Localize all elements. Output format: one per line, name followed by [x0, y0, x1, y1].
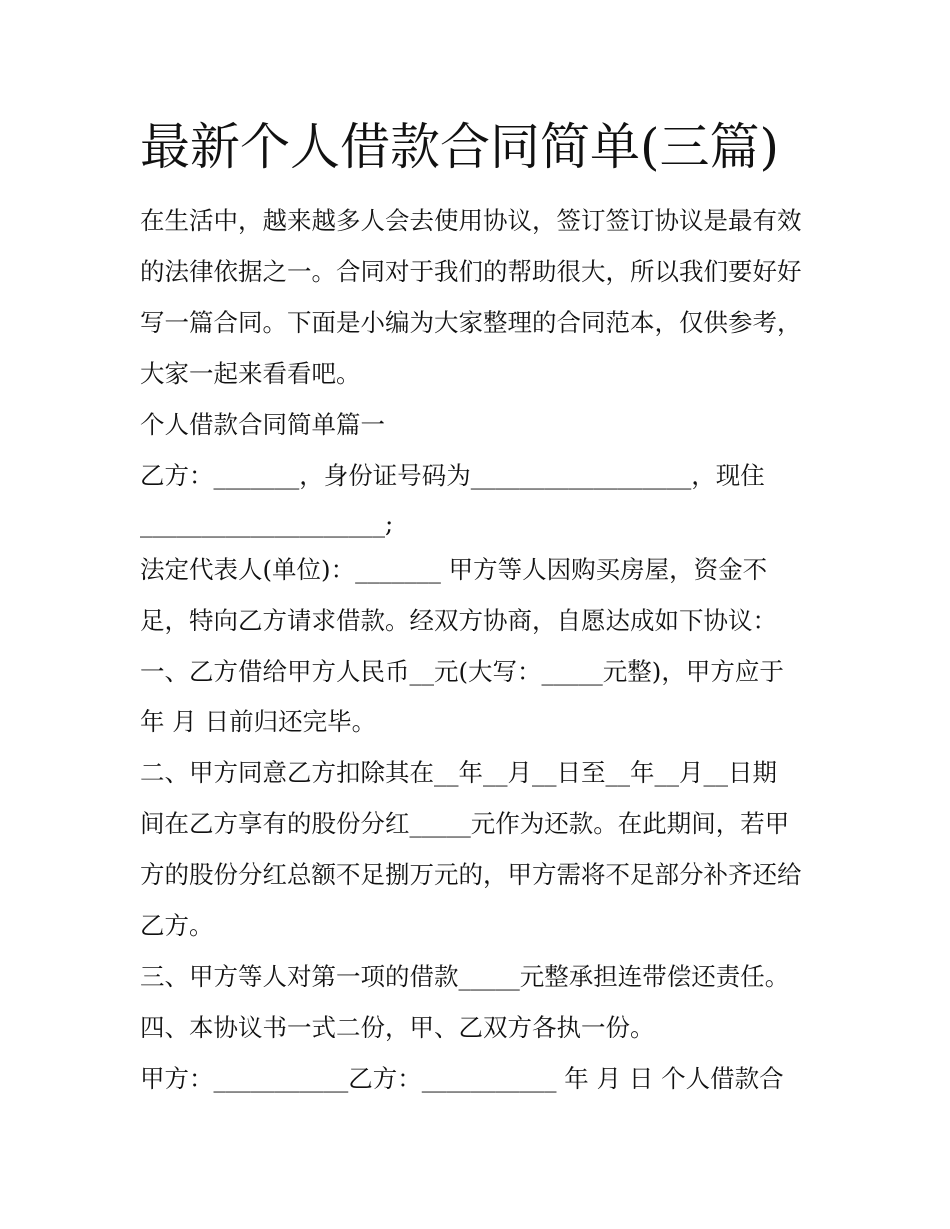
paragraph-line: 足，特向乙方请求借款。经双方协商，自愿达成如下协议： [140, 606, 777, 635]
paragraph-line: 乙方：_______，身份证号码为__________________，现住 [140, 461, 765, 490]
paragraph-line: 二、甲方同意乙方扣除其在__年__月__日至__年__月__日期 [140, 758, 777, 787]
paragraph-line: 写一篇合同。下面是小编为大家整理的合同范本，仅供参考， [140, 308, 802, 337]
paragraph-line: 乙方。 [140, 911, 214, 940]
paragraph-line: 方的股份分红总额不足捌万元的，甲方需将不足部分补齐还给 [140, 860, 802, 889]
section-heading: 个人借款合同简单篇一 [140, 410, 385, 439]
paragraph-line: 三、甲方等人对第一项的借款_____元整承担连带偿还责任。 [140, 962, 790, 991]
paragraph-line: 在生活中，越来越多人会去使用协议，签订签订协议是最有效 [140, 206, 802, 235]
paragraph-line: 大家一起来看看吧。 [140, 359, 361, 388]
document-title: 最新个人借款合同简单(三篇) [140, 118, 780, 176]
signature-line: 甲方：___________乙方：___________ 年 月 日 个人借款合 [140, 1064, 784, 1093]
paragraph-line: ____________________; [140, 509, 394, 538]
paragraph-line: 法定代表人(单位)：_______ 甲方等人因购买房屋，资金不 [140, 555, 768, 584]
paragraph-line: 一、乙方借给甲方人民币__元(大写：_____元整)，甲方应于 [140, 657, 784, 686]
paragraph-line: 间在乙方享有的股份分红_____元作为还款。在此期间，若甲 [140, 809, 790, 838]
paragraph-line: 四、本协议书一式二份，甲、乙双方各执一份。 [140, 1013, 655, 1042]
paragraph-line: 的法律依据之一。合同对于我们的帮助很大，所以我们要好好 [140, 257, 802, 286]
paragraph-line: 年 月 日前归还完毕。 [140, 707, 377, 736]
